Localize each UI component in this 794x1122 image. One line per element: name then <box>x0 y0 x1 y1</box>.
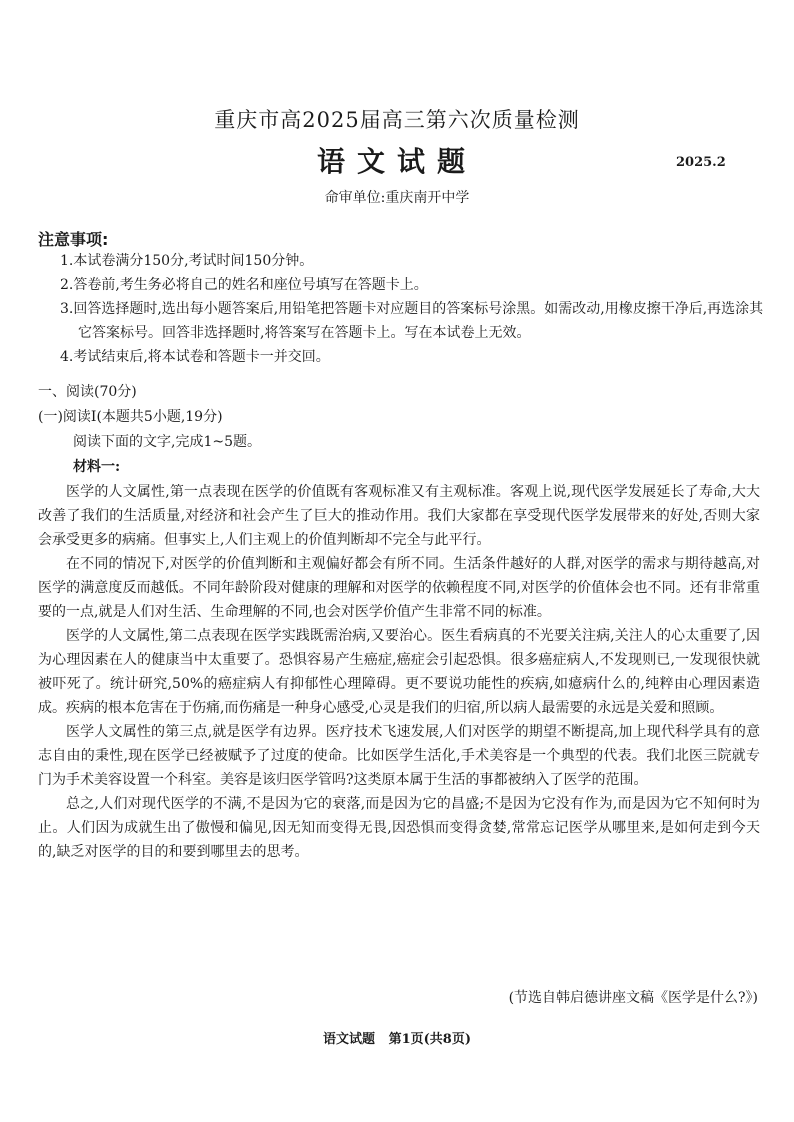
notice-item-4: 4.考试结束后,将本试卷和答题卡一并交回。 <box>60 349 330 365</box>
setter-unit: 命审单位:重庆南开中学 <box>324 190 470 206</box>
section-heading: 一、阅读(70分) <box>38 384 137 400</box>
exam-date: 2025.2 <box>676 155 726 170</box>
passage-paragraph: 医学的人文属性,第一点表现在医学的价值既有客观标准又有主观标准。客观上说,现代医学发展延长了寿命,大大改善了我们的生活质量,对经济和社会产生了巨大的推动作用。我们大家都在享受现代医学发展带来的好处,否则大家会承受更多的病痛。但事实上,人们主观上的价值判断却不完全与此平行。 <box>38 484 760 548</box>
notice-item-3: 3.回答选择题时,选出每小题答案后,用铅笔把答题卡对应题目的答案标号涂黑。如需改动,用橡皮擦干净后,再选涂其它答案标号。回答非选择题时,将答案写在答题卡上。写在本试卷上无效。 <box>60 301 764 341</box>
exam-title: 重庆市高2025届高三第六次质量检测 <box>214 108 580 132</box>
material-label: 材料一: <box>73 459 121 475</box>
passage-paragraph: 在不同的情况下,对医学的价值判断和主观偏好都会有所不同。生活条件越好的人群,对医学的需求与期待越高,对医学的满意度反而越低。不同年龄阶段对健康的理解和对医学的依赖程度不同,对医学的价值体会也不同。还有非常重要的一点,就是人们对生活、生命理解的不同,也会对医学价值产生非常不同的标准。 <box>38 556 760 620</box>
passage <box>38 480 760 864</box>
notice-item-2: 2.答卷前,考生务必将自己的姓名和座位号填写在答题卡上。 <box>60 277 428 293</box>
passage-source: (节选自韩启德讲座文稿《医学是什么?》) <box>508 990 758 1006</box>
notice-item-1: 1.本试卷满分150分,考试时间150分钟。 <box>60 253 314 269</box>
reading-instruction: 阅读下面的文字,完成1~5题。 <box>73 434 261 450</box>
notice-list <box>60 249 772 369</box>
subject-title: 语文试题 <box>316 145 477 178</box>
page-footer: 语文试题 第1页(共8页) <box>323 1032 471 1047</box>
notice-heading: 注意事项: <box>38 230 109 249</box>
passage-paragraph: 医学人文属性的第三点,就是医学有边界。医疗技术飞速发展,人们对医学的期望不断提高,加上现代科学具有的意志自由的秉性,现在医学已经被赋予了过度的使命。比如医学生活化,手术美容是一个典型的代表。我们北医三院就专门为手术美容设置一个科室。美容是该归医学管吗?这类原本属于生活的事都被纳入了医学的范围。 <box>38 724 760 788</box>
passage-paragraph: 医学的人文属性,第二点表现在医学实践既需治病,又要治心。医生看病真的不光要关注病,关注人的心太重要了,因为心理因素在人的健康当中太重要了。恐惧容易产生癌症,癌症会引起恐惧。很多癌症病人,不发现则已,一发现很快就被吓死了。统计研究,50%的癌症病人有抑郁性心理障碍。更不要说功能性的疾病,如癔病什么的,纯粹由心理因素造成。疾病的根本危害在于伤痛,而伤痛是一种身心感受,心灵是我们的归宿,所以病人最需要的永远是关爱和照顾。 <box>38 628 760 716</box>
passage-paragraph: 总之,人们对现代医学的不满,不是因为它的衰落,而是因为它的昌盛;不是因为它没有作为,而是因为它不知何时为止。人们因为成就生出了傲慢和偏见,因无知而变得无畏,因恐惧而变得贪婪,常常忘记医学从哪里来,是如何走到今天的,缺乏对医学的目的和要到哪里去的思考。 <box>38 796 760 860</box>
subsection-heading: (一)阅读Ⅰ(本题共5小题,19分) <box>38 409 223 425</box>
